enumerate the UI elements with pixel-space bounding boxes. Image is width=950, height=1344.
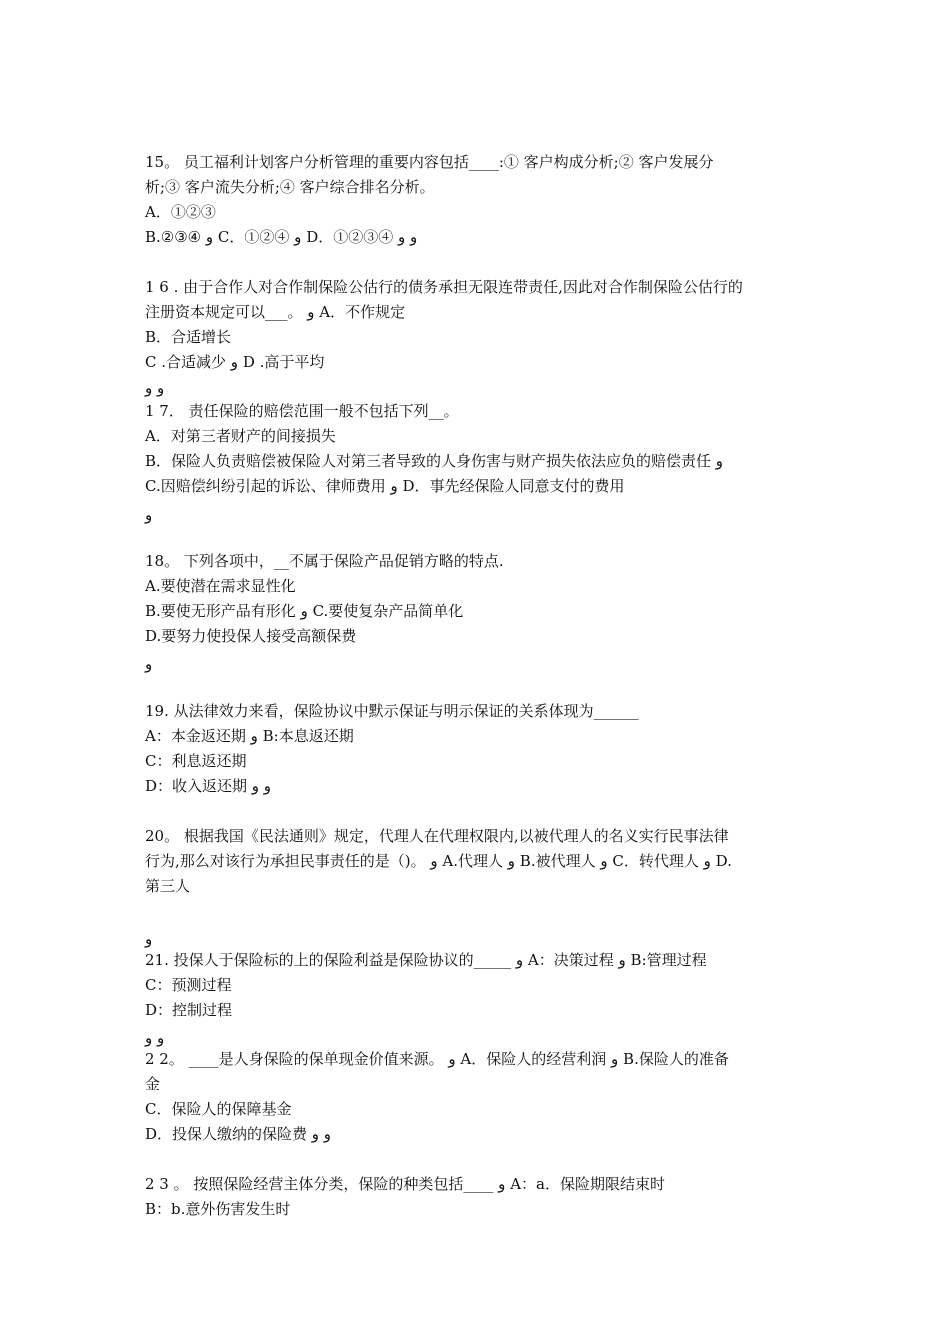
q20-line-2: 行为,那么对该行为承担民事责任的是（)。 و A.代理人 و B.被代理人 و C．转代理人 و D. — [145, 852, 732, 870]
q16-line-2: 注册资本规定可以___。 و A．不作规定 — [145, 303, 406, 321]
q20-line-3: 第三人 — [145, 877, 191, 895]
q15-option-a: A．①②③ — [145, 203, 216, 221]
q23-line-1: 2 3 。 按照保险经营主体分类，保险的种类包括____ و A：a．保险期限结束时 — [145, 1175, 665, 1193]
q22-option-d: D．投保人缴纳的保险费 و و — [145, 1125, 332, 1143]
q15-options-bcd: B.②③④ و C．①②④ و D．①②③④ و و — [145, 228, 418, 246]
q21-marks: و و — [145, 1029, 165, 1047]
q18-line-1: 18。 下列各项中，__不属于保险产品促销方略的特点. — [145, 552, 504, 570]
q19-option-d: D：收入返还期 و و — [145, 777, 272, 795]
q19-options-ab: A：本金返还期 و B:本息返还期 — [145, 727, 354, 745]
q22-line-1: 2 2。 ____是人身保险的保单现金价值来源。 و A．保险人的经营利润 و B.保险人的准备 — [145, 1050, 729, 1068]
q16-line-1: 1 6 . 由于合作人对合作制保险公估行的债务承担无限连带责任,因此对合作制保险公估行的 — [145, 278, 743, 296]
q15-line-2: 析;③ 客户流失分析;④ 客户综合排名分析。 — [145, 178, 435, 196]
q21-line-1: 21. 投保人于保险标的上的保险利益是保险协议的_____ و A：决策过程 و B:管理过程 — [145, 951, 707, 969]
q18-option-d: D.要努力使投保人接受高额保费 — [145, 627, 357, 645]
q17-options-cd: C.因赔偿纠纷引起的诉讼、律师费用 و D．事先经保险人同意支付的费用 — [145, 477, 625, 495]
q19-line-1: 19. 从法律效力来看，保险协议中默示保证与明示保证的关系体现为______ — [145, 702, 639, 720]
q22-line-2: 金 — [145, 1075, 161, 1093]
q15-line-1: 15。 员工福利计划客户分析管理的重要内容包括____:① 客户构成分析;② 客户发展分 — [145, 153, 714, 171]
q20-marks: و — [145, 930, 153, 948]
q16-marks: و و — [145, 379, 165, 397]
q21-option-d: D：控制过程 — [145, 1001, 233, 1019]
q18-options-bc: B.要使无形产品有形化 و C.要使复杂产品简单化 — [145, 602, 464, 620]
q18-marks: و — [145, 655, 153, 673]
q22-option-c: C．保险人的保障基金 — [145, 1100, 292, 1118]
q18-option-a: A.要使潜在需求显性化 — [145, 577, 296, 595]
q16-option-b: B．合适增长 — [145, 328, 232, 346]
q21-option-c: C：预测过程 — [145, 976, 232, 994]
q17-marks: و — [145, 506, 153, 524]
q23-option-b: B：b.意外伤害发生时 — [145, 1200, 291, 1218]
q20-line-1: 20。 根据我国《民法通则》规定，代理人在代理权限内,以被代理人的名义实行民事法律 — [145, 827, 729, 845]
q16-options-cd: C .合适减少 و D .高于平均 — [145, 353, 325, 371]
q19-option-c: C：利息返还期 — [145, 752, 247, 770]
q17-option-b: B．保险人负责赔偿被保险人对第三者导致的人身伤害与财产损失依法应负的赔偿责任 و — [145, 452, 724, 470]
q17-line-1: 1 7． 责任保险的赔偿范围一般不包括下列__。 — [145, 402, 459, 420]
q17-option-a: A．对第三者财产的间接损失 — [145, 427, 336, 445]
